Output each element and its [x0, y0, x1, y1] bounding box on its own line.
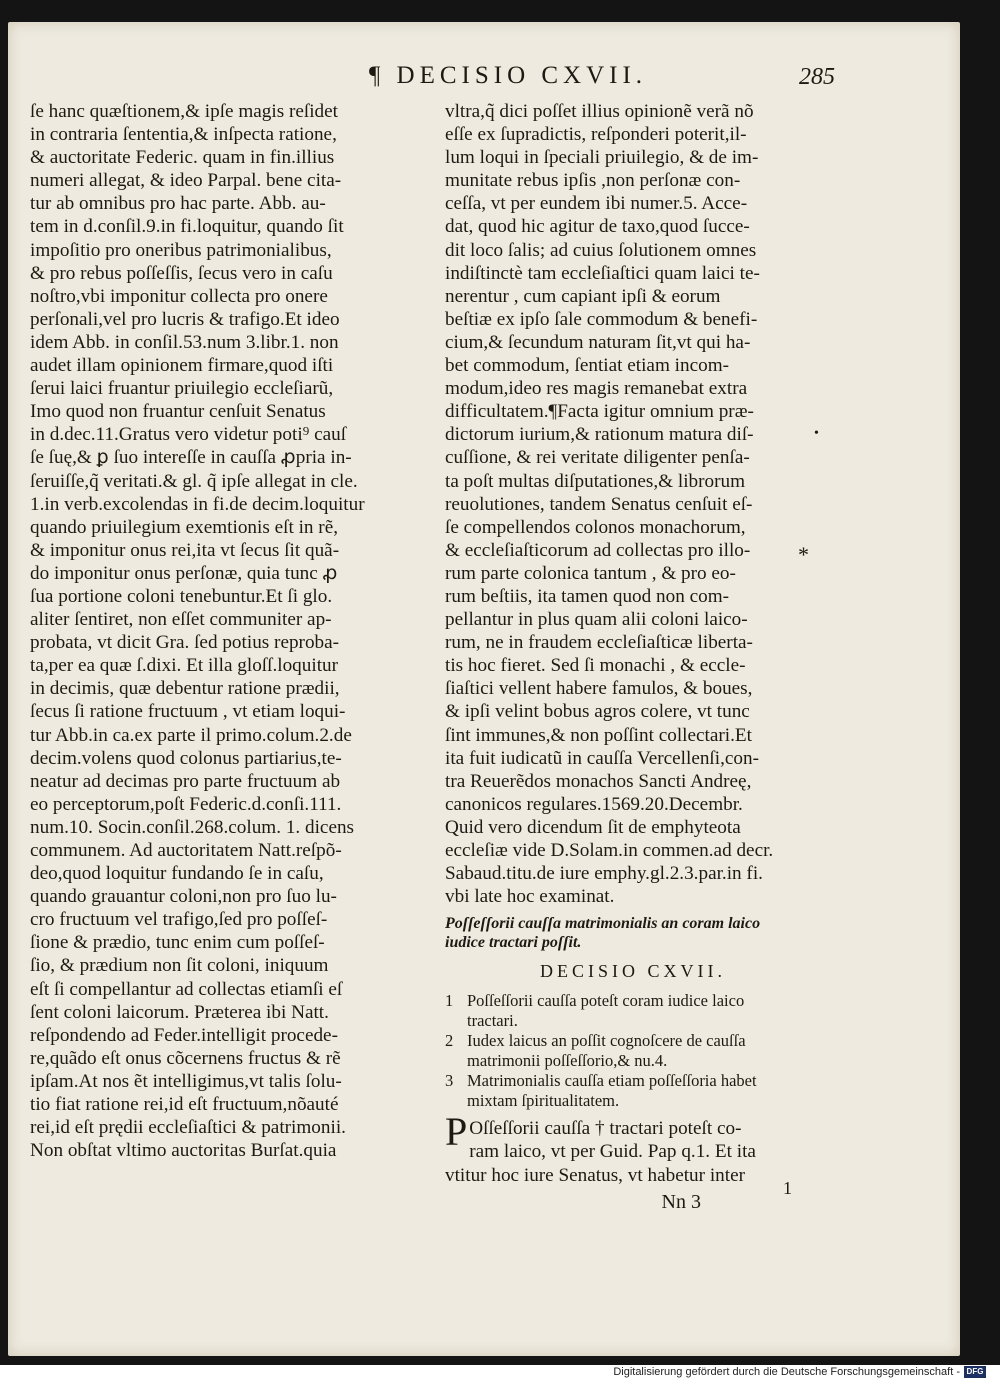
- text-line: modum,ideo res magis remanebat extra: [445, 378, 748, 400]
- asterisk-mark: *: [798, 542, 809, 567]
- text-line: aliter ſentiret, non eſſet communiter ap-: [30, 609, 332, 631]
- text-line: noſtro,vbi imponitur collecta pro onere: [30, 285, 328, 307]
- text-line: ſint immunes,& non poſſint collectari.Et: [445, 724, 752, 746]
- text-line: nerentur , cum capiant ipſi & eorum: [445, 285, 721, 307]
- text-line: canonicos regulares.1569.20.Decembr.: [445, 793, 743, 815]
- text-line: dit loco ſalis; ad cuius ſolutionem omnes: [445, 239, 757, 261]
- text-line: ſe compellendos colonos monachorum,: [445, 516, 746, 538]
- index-text: [467, 1071, 821, 1111]
- index-line: Matrimonialis cauſſa etiam poſſeſſoria habet: [467, 1071, 757, 1091]
- dfg-logo-icon: DFG: [964, 1366, 986, 1378]
- text-line: in contraria ſententia,& inſpecta ratione,: [30, 124, 337, 146]
- text-line: re,quãdo eſt onus cõcernens fructus & rẽ: [30, 1047, 341, 1069]
- text-line: ſent coloni laicorum. Præterea ibi Natt.: [30, 1001, 329, 1023]
- footer-credit: [613, 1366, 986, 1378]
- decisio-heading: DECISIO CXVII.: [540, 961, 726, 982]
- index-item: [445, 991, 821, 1031]
- text-line: dictorum iurium,& rationum matura diſ-: [445, 424, 754, 446]
- text-line: ſione & prædio, tunc enim cum poſſeſ-: [30, 932, 325, 954]
- text-line: lum loqui in ſpeciali priuilegio, & de im-: [445, 147, 759, 169]
- text-line: ſerui laici fruantur priuilegio eccleſiarũ,: [30, 378, 334, 400]
- text-line: audet illam opinionem firmare,quod iſti: [30, 355, 334, 377]
- text-line: perſonali,vel pro lucris & trafigo.Et ideo: [30, 308, 340, 330]
- index-number: 2: [445, 1031, 454, 1051]
- text-line: eo perceptorum,poſt Federic.d.conſi.111.: [30, 793, 342, 815]
- index-item: [445, 1071, 821, 1111]
- text-line: dat, quod hic agitur de taxo,quod ſucce-: [445, 216, 750, 238]
- text-line: in decimis, quæ debentur ratione prædii,: [30, 678, 340, 700]
- text-line: quando grauantur coloni,non pro ſuo lu-: [30, 886, 337, 908]
- left-column: [30, 100, 398, 1162]
- text-line: Imo quod non fruantur cenſuit Senatus: [30, 401, 326, 423]
- text-line: & pro rebus poſſeſſis, ſecus vero in caſu: [30, 262, 333, 284]
- text-line: eſt ſi compellantur ad collectas etiamſi eſ: [30, 978, 343, 1000]
- text-line: tem in d.conſil.9.in fi.loquitur, quando ſit: [30, 216, 344, 238]
- text-line: numeri allegat, & ideo Parpal. bene cita-: [30, 170, 342, 192]
- text-line: pellantur in plus quam alii coloni laico-: [445, 609, 748, 631]
- catchword: Nn 3: [661, 1190, 701, 1213]
- text-line: quando priuilegium exemtionis eſt in rẽ,: [30, 516, 339, 538]
- text-line: & imponitur onus rei,ita vt ſecus ſit quã-: [30, 539, 340, 561]
- text-line: in d.dec.11.Gratus vero videtur poti⁹ cauſ: [30, 424, 347, 446]
- text-line: & eccleſiaſticorum ad collectas pro illo-: [445, 539, 751, 561]
- text-line: ta,per ea quæ ſ.dixi. Et illa gloſſ.loquitur: [30, 655, 339, 677]
- text-line: & auctoritate Federic. quam in fin.illius: [30, 147, 335, 169]
- index-number: 1: [445, 991, 454, 1011]
- text-line: reſpondendo ad Feder.intelligit procede-: [30, 1024, 338, 1046]
- text-line: Non obſtat vltimo auctoritas Burſat.quia: [30, 1140, 337, 1162]
- text-line: ſeruiſſe,q̃ veritati.& gl. q̃ ipſe allegat in cle.: [30, 470, 358, 492]
- text-line: ſe ſuę,& ꝑ ſuo intereſſe in cauſſa ꝓpria in-: [30, 447, 352, 469]
- text-line: rei,id eſt prędii eccleſiaſtici & patrimonii.: [30, 1117, 346, 1139]
- footer-text: Digitalisierung gefördert durch die Deutsche Forschungsgemeinschaft -: [613, 1366, 960, 1378]
- text-line: ſiaſtici vellent habere famulos, & boues,: [445, 678, 753, 700]
- text-line: neatur ad decimas pro parte fructuum ab: [30, 770, 341, 792]
- running-head: ¶ DECISIO CXVII.: [368, 62, 648, 89]
- decision-summary: [445, 914, 821, 952]
- text-line: indiſtinctè tam eccleſiaſtici quam laici te-: [445, 262, 760, 284]
- summary-line: Poſſeſſorii cauſſa matrimonialis an coram laico: [445, 915, 761, 933]
- text-line: ſio, & prædium non ſit coloni, iniquum: [30, 955, 329, 977]
- page-number: 285: [799, 64, 835, 90]
- text-line: 1.in verb.excolendas in fi.de decim.loquitur: [30, 493, 365, 515]
- book-page: [8, 22, 960, 1356]
- text-line: tur ab omnibus pro hac parte. Abb. au-: [30, 193, 326, 215]
- index-item: [445, 1031, 821, 1071]
- text-line: cuſſione, & rei veritate diligenter penſa-: [445, 447, 750, 469]
- right-column: [445, 100, 821, 1214]
- text-line: munitate rebus ipſis ,non perſonæ con-: [445, 170, 741, 192]
- decision-body: [445, 1109, 821, 1186]
- index-text: [467, 991, 821, 1031]
- index-number: 3: [445, 1071, 454, 1091]
- text-line: probata, vt dicit Gra. ſed potius reproba-: [30, 632, 340, 654]
- text-line: beſtiæ ex ipſo ſale commodum & benefi-: [445, 308, 758, 330]
- margin-note-number: 1: [783, 1178, 792, 1198]
- body-line: ram laico, vt per Guid. Pap q.1. Et ita: [469, 1141, 756, 1163]
- text-line: vltra,q̃ dici poſſet illius opinionẽ verã nõ: [445, 101, 754, 122]
- right-column-lines: [445, 100, 821, 908]
- dot-mark: •: [814, 426, 819, 441]
- text-line: Quid vero dicendum ſit de emphyteota: [445, 816, 741, 838]
- text-line: eſſe ex ſupradictis, reſponderi poterit,il-: [445, 124, 747, 146]
- text-line: ſe hanc quæſtionem,& ipſe magis reſidet: [30, 101, 338, 122]
- text-line: reuolutiones, tandem Senatus cenſuit eſ-: [445, 493, 753, 515]
- text-line: tio fiat ratione rei,id eſt fructuum,nõauté: [30, 1094, 339, 1116]
- text-line: eccleſiæ vide D.Solam.in commen.ad decr.: [445, 840, 774, 861]
- text-line: rum parte colonica tantum , & pro eo-: [445, 562, 736, 584]
- text-line: ſua portione coloni tenebuntur.Et ſi glo.: [30, 585, 333, 607]
- text-line: num.10. Socin.conſil.268.colum. 1. dicens: [30, 816, 355, 838]
- text-line: ipſam.At nos ẽt intelligimus,vt talis ſolu-: [30, 1070, 342, 1092]
- text-line: cium,& ſecundum naturam ſit,vt qui ha-: [445, 331, 751, 353]
- body-line: Oſſeſſorii cauſſa † tractari poteſt co-: [469, 1118, 742, 1140]
- index-line: Poſſeſſorii cauſſa poteſt coram iudice laico: [467, 991, 745, 1011]
- text-line: do imponitur onus perſonæ, quia tunc ꝓ: [30, 562, 338, 584]
- index-line: matrimonii poſſeſſorio,& nu.4.: [467, 1051, 668, 1071]
- text-line: difficultatem.¶Facta igitur omnium præ-: [445, 401, 754, 423]
- index-text: [467, 1031, 821, 1071]
- text-line: cro fructuum vel trafigo,ſed pro poſſeſ-: [30, 909, 328, 931]
- summary-line: iudice tractari poſſit.: [445, 934, 582, 952]
- index-line: mixtam ſpiritualitatem.: [467, 1091, 620, 1111]
- text-line: communem. Ad auctoritatem Natt.reſpõ-: [30, 840, 342, 861]
- text-line: bet commodum, ſentiat etiam incom-: [445, 355, 730, 377]
- text-line: idem Abb. in conſil.53.num 3.libr.1. non: [30, 331, 339, 353]
- text-line: & ipſi velint bobus agros colere, vt tunc: [445, 701, 750, 723]
- text-line: decim.volens quod colonus partiarius,te-: [30, 747, 342, 769]
- text-line: tur Abb.in ca.ex parte il primo.colum.2.de: [30, 724, 352, 746]
- text-line: ita fuit iudicatũ in cauſſa Vercellenſi,con-: [445, 747, 759, 769]
- drop-cap: P: [445, 1109, 468, 1155]
- text-line: vbi late hoc examinat.: [445, 886, 615, 908]
- text-line: deo,quod loquitur fundando ſe in caſu,: [30, 863, 324, 885]
- text-line: ta poſt multas diſputationes,& librorum: [445, 470, 746, 492]
- index-line: Iudex laicus an poſſit cognoſcere de cauſſa: [467, 1031, 746, 1051]
- text-line: ſecus ſi ratione fructuum , vt etiam loqui-: [30, 701, 346, 723]
- text-line: rum beſtiis, ita tamen quod non com-: [445, 585, 730, 607]
- text-line: rum, ne in fraudem eccleſiaſticæ liberta-: [445, 632, 753, 654]
- body-line: vtitur hoc iure Senatus, vt habetur inter: [445, 1164, 745, 1186]
- text-line: impoſitio pro oneribus patrimonialibus,: [30, 239, 332, 261]
- index-list: [445, 991, 821, 1111]
- text-line: Sabaud.titu.de iure emphy.gl.2.3.par.in fi.: [445, 863, 763, 885]
- text-line: ceſſa, vt per eundem ibi numer.5. Acce-: [445, 193, 748, 215]
- index-line: tractari.: [467, 1011, 518, 1031]
- text-line: tis hoc fieret. Sed ſi monachi , & eccle-: [445, 655, 746, 677]
- text-line: tra Reuerẽdos monachos Sancti Andreę,: [445, 770, 752, 792]
